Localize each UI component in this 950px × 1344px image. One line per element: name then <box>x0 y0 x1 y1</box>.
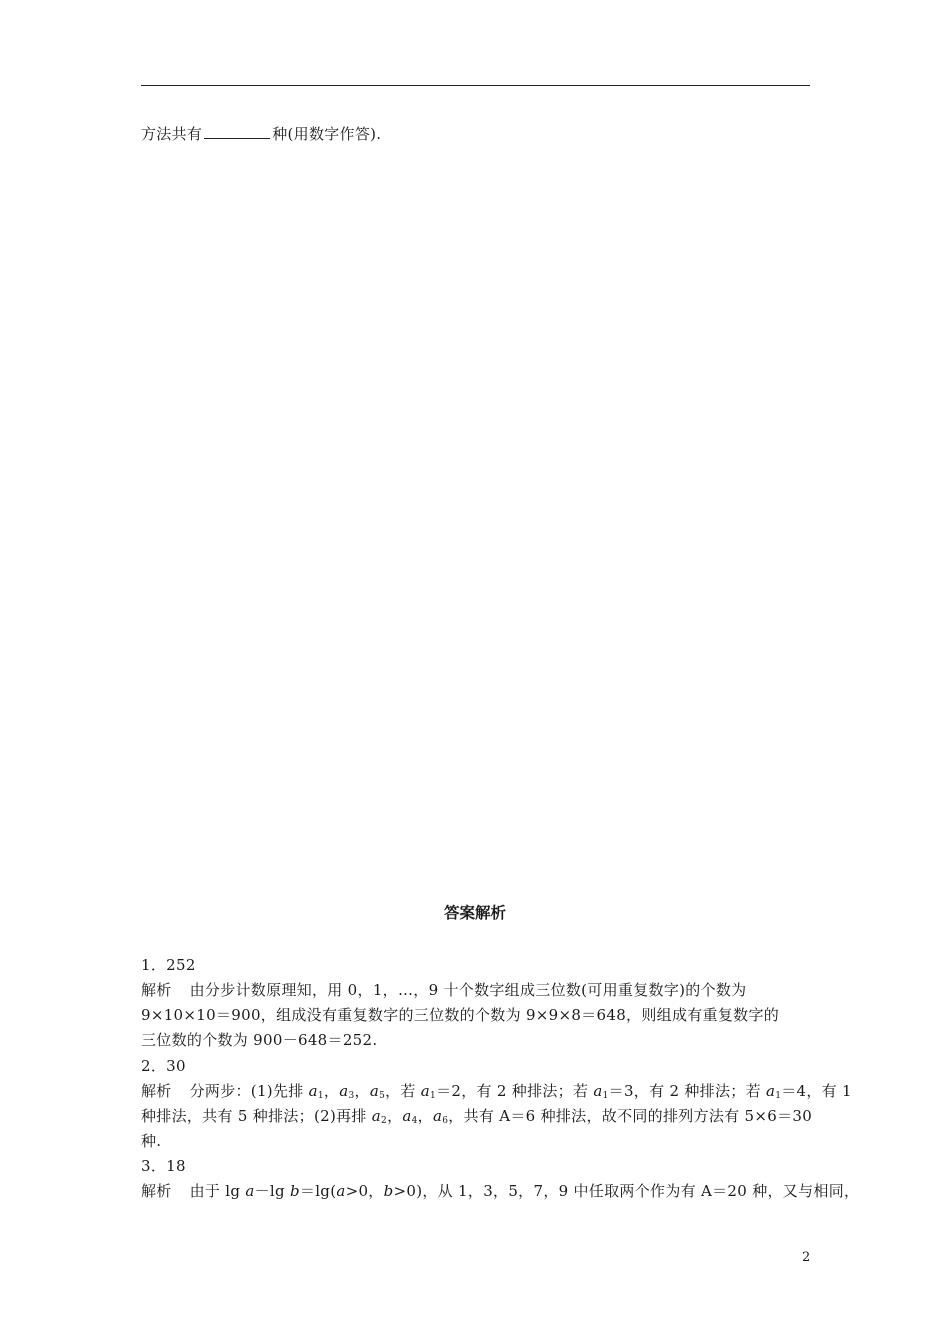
answers-title: 答案解析 <box>443 904 506 922</box>
answer-1-number: 1．252 <box>141 956 196 974</box>
continuation-prefix: 方法共有 <box>141 125 203 143</box>
answer-2-line-3: 种. <box>141 1132 162 1150</box>
page-number: 2 <box>802 1250 811 1265</box>
var-a: a <box>245 1182 255 1200</box>
var-a: a <box>371 1107 382 1125</box>
answer-3-line-1 <box>141 1181 859 1201</box>
subscript: 1 <box>775 1091 782 1101</box>
answer-1-text-1: 由分步计数原理知，用 0，1，…，9 十个数字组成三位数(可用重复数字)的个数为 <box>189 981 747 999</box>
subscript: 5 <box>379 1091 386 1101</box>
continuation-suffix: 种(用数字作答). <box>272 125 382 143</box>
var-a: a <box>765 1082 776 1100</box>
var-a: a <box>402 1107 412 1125</box>
comma: ， <box>354 1082 370 1100</box>
answer-2-text: ，共有 A＝6 种排法，故不同的排列方法有 5×6＝30 <box>448 1107 813 1125</box>
var-a: a <box>432 1107 443 1125</box>
answer-1-line-3: 三位数的个数为 900－648＝252. <box>141 1031 378 1049</box>
answer-2-text: 种排法，共有 5 种排法；(2)再排 <box>141 1107 372 1125</box>
var-b: b <box>289 1182 300 1200</box>
answer-blank <box>204 124 270 139</box>
answer-3-text: －lg <box>254 1182 290 1200</box>
answer-2-line-1 <box>141 1081 852 1101</box>
var-a: a <box>308 1082 318 1100</box>
var-b: b <box>383 1182 394 1200</box>
comma: ， <box>417 1107 433 1125</box>
analysis-label: 解析 <box>141 1082 172 1100</box>
var-a: a <box>336 1182 346 1200</box>
answer-2-text: 分两步：(1)先排 <box>189 1082 309 1100</box>
analysis-label: 解析 <box>141 1182 172 1200</box>
answer-2-line-2 <box>141 1106 812 1126</box>
comma: ， <box>323 1082 340 1100</box>
var-a: a <box>420 1082 431 1100</box>
answer-2-text: ＝4，有 1 <box>781 1082 852 1100</box>
subscript: 3 <box>348 1091 355 1101</box>
subscript: 1 <box>317 1091 324 1101</box>
answer-3-text: 由于 lg <box>189 1182 246 1200</box>
var-a: a <box>593 1082 603 1100</box>
subscript: 4 <box>411 1116 418 1126</box>
answer-2-text: ＝2，有 2 种排法；若 <box>436 1082 594 1100</box>
subscript: 6 <box>442 1116 449 1126</box>
answer-3-text: ＝lg( <box>299 1182 337 1200</box>
answer-1-line-1 <box>141 980 746 1000</box>
answer-3-number: 3．18 <box>141 1157 186 1175</box>
comma: ， <box>387 1107 403 1125</box>
subscript: 1 <box>430 1091 437 1101</box>
answer-3-text: >0)，从 1，3，5，7，9 中任取两个作为有 A＝20 种，又与相同， <box>393 1182 860 1200</box>
subscript: 2 <box>381 1116 388 1126</box>
var-a: a <box>369 1082 380 1100</box>
analysis-label: 解析 <box>141 981 172 999</box>
var-a: a <box>339 1082 349 1100</box>
answer-3-text: >0， <box>345 1182 384 1200</box>
answer-1-line-2: 9×10×10＝900，组成没有重复数字的三位数的个数为 9×9×8＝648，则组成有重复数字的 <box>141 1006 780 1024</box>
subscript: 1 <box>602 1091 609 1101</box>
answer-2-text: ＝3，有 2 种排法；若 <box>608 1082 766 1100</box>
answer-2-text: ，若 <box>385 1082 421 1100</box>
answer-2-number: 2．30 <box>141 1057 186 1075</box>
header-rule <box>141 85 810 86</box>
question-continuation <box>141 124 381 144</box>
